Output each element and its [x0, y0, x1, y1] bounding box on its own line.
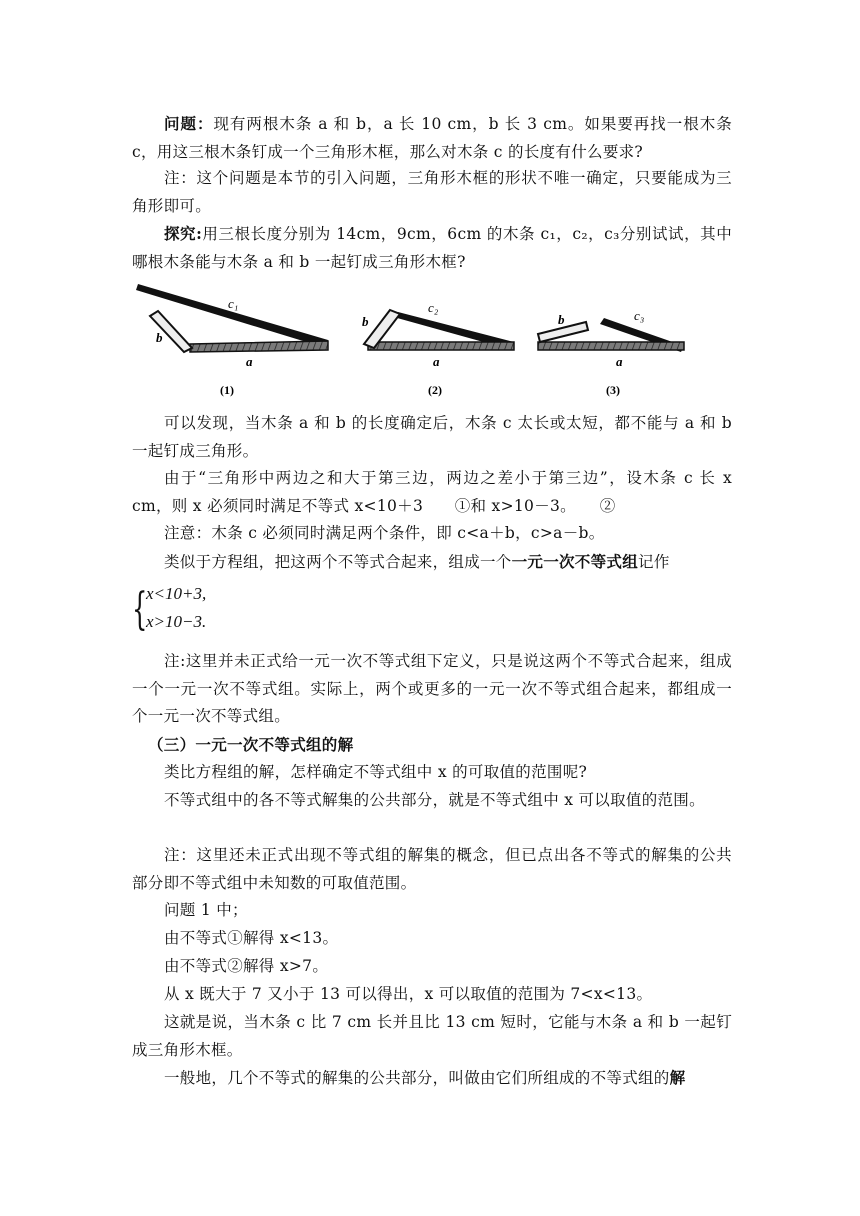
general-paragraph [132, 1064, 732, 1093]
system-line-1: x<10+3, [146, 584, 207, 603]
caption-1: (1) [220, 383, 234, 397]
question-paragraph: 类比方程组的解，怎样确定不等式组中 x 的可取值的范围呢? [164, 763, 588, 781]
figure-3 [538, 308, 684, 397]
label-a-1: a [246, 354, 253, 369]
system-line-2: x>10−3. [146, 612, 207, 631]
inequality-system [132, 584, 262, 640]
explore-paragraph [132, 220, 732, 276]
label-b-2: b [362, 314, 369, 329]
problem-1-line: 问题 1 中； [164, 901, 248, 919]
note-3: 注：这里还未正式出现不等式组的解集的概念，但已点出各不等式的解集的公共部分即不等式组中未知数的可取值范围。 [132, 846, 732, 892]
stick-a-2 [368, 342, 514, 350]
explore-label: 探究: [164, 224, 203, 243]
general-term: 解 [669, 1068, 686, 1087]
discover-paragraph: 可以发现，当木条 a 和 b 的长度确定后，木条 c 太长或太短，都不能与 a 和 b 一起钉成三角形。 [132, 414, 732, 460]
analogy-term: 一元一次不等式组 [511, 552, 639, 571]
label-c2: c₂ [428, 300, 439, 315]
sticks-figure [128, 278, 728, 404]
range-line: 从 x 既大于 7 又小于 13 可以得出，x 可以取值的范围为 7<x<13。 [164, 985, 653, 1003]
label-a-3: a [616, 354, 623, 369]
sticks-figure-svg [128, 278, 728, 404]
problem-label: 问题： [164, 114, 214, 133]
analogy-text-before: 类似于方程组，把这两个不等式合起来，组成一个 [164, 553, 512, 571]
label-c3: c₃ [634, 308, 645, 323]
figure-1 [136, 284, 328, 397]
note-1: 注：这个问题是本节的引入问题，三角形木框的形状不唯一确定，只要能成为三角形即可。 [132, 169, 732, 215]
general-text: 一般地，几个不等式的解集的公共部分，叫做由它们所组成的不等式组的 [164, 1069, 670, 1087]
solve-ineq-1-line: 由不等式①解得 x<13。 [164, 929, 339, 947]
stick-c1 [136, 284, 328, 348]
label-c1: c₁ [228, 296, 239, 311]
label-b-1: b [156, 330, 163, 345]
analogy-paragraph [132, 548, 732, 577]
problem-paragraph [132, 110, 732, 166]
stick-a-1 [190, 341, 328, 352]
figure-2 [362, 300, 514, 397]
explore-text: 用三根长度分别为 14cm，9cm，6cm 的木条 c₁，c₂，c₃分别试试，其中哪根木条能与木条 a 和 b 一起钉成三角形木框? [132, 225, 732, 271]
caption-2: (2) [428, 383, 442, 397]
system-brace: { [132, 584, 148, 635]
caption-3: (3) [606, 383, 620, 397]
attention-paragraph: 注意：木条 c 必须同时满足两个条件，即 c<a＋b，c>a－b。 [164, 524, 605, 542]
common-part-paragraph: 不等式组中的各不等式解集的公共部分，就是不等式组中 x 可以取值的范围。 [164, 791, 705, 809]
conclusion-paragraph: 这就是说，当木条 c 比 7 cm 长并且比 13 cm 短时，它能与木条 a 和 b 一起钉成三角形木框。 [132, 1013, 732, 1059]
since-paragraph: 由于“三角形中两边之和大于第三边，两边之差小于第三边”，设木条 c 长 x cm，则 x 必须同时满足不等式 x<10＋3 ①和 x>10－3。 ② [132, 469, 732, 515]
solve-ineq-2-line: 由不等式②解得 x>7。 [164, 957, 329, 975]
stick-a-3 [538, 342, 684, 350]
analogy-text-after: 记作 [638, 553, 670, 571]
label-a-2: a [433, 354, 440, 369]
problem-text: 现有两根木条 a 和 b，a 长 10 cm，b 长 3 cm。如果要再找一根木条 c，用这三根木条钉成一个三角形木框，那么对木条 c 的长度有什么要求? [132, 115, 733, 161]
label-b-3: b [558, 312, 565, 327]
section-heading: （三）一元一次不等式组的解 [148, 735, 354, 754]
note-2: 注:这里并未正式给一元一次不等式组下定义，只是说这两个不等式合起来，组成一个一元一次不等式组。实际上，两个或更多的一元一次不等式组合起来，都组成一个一元一次不等式组。 [132, 652, 732, 725]
